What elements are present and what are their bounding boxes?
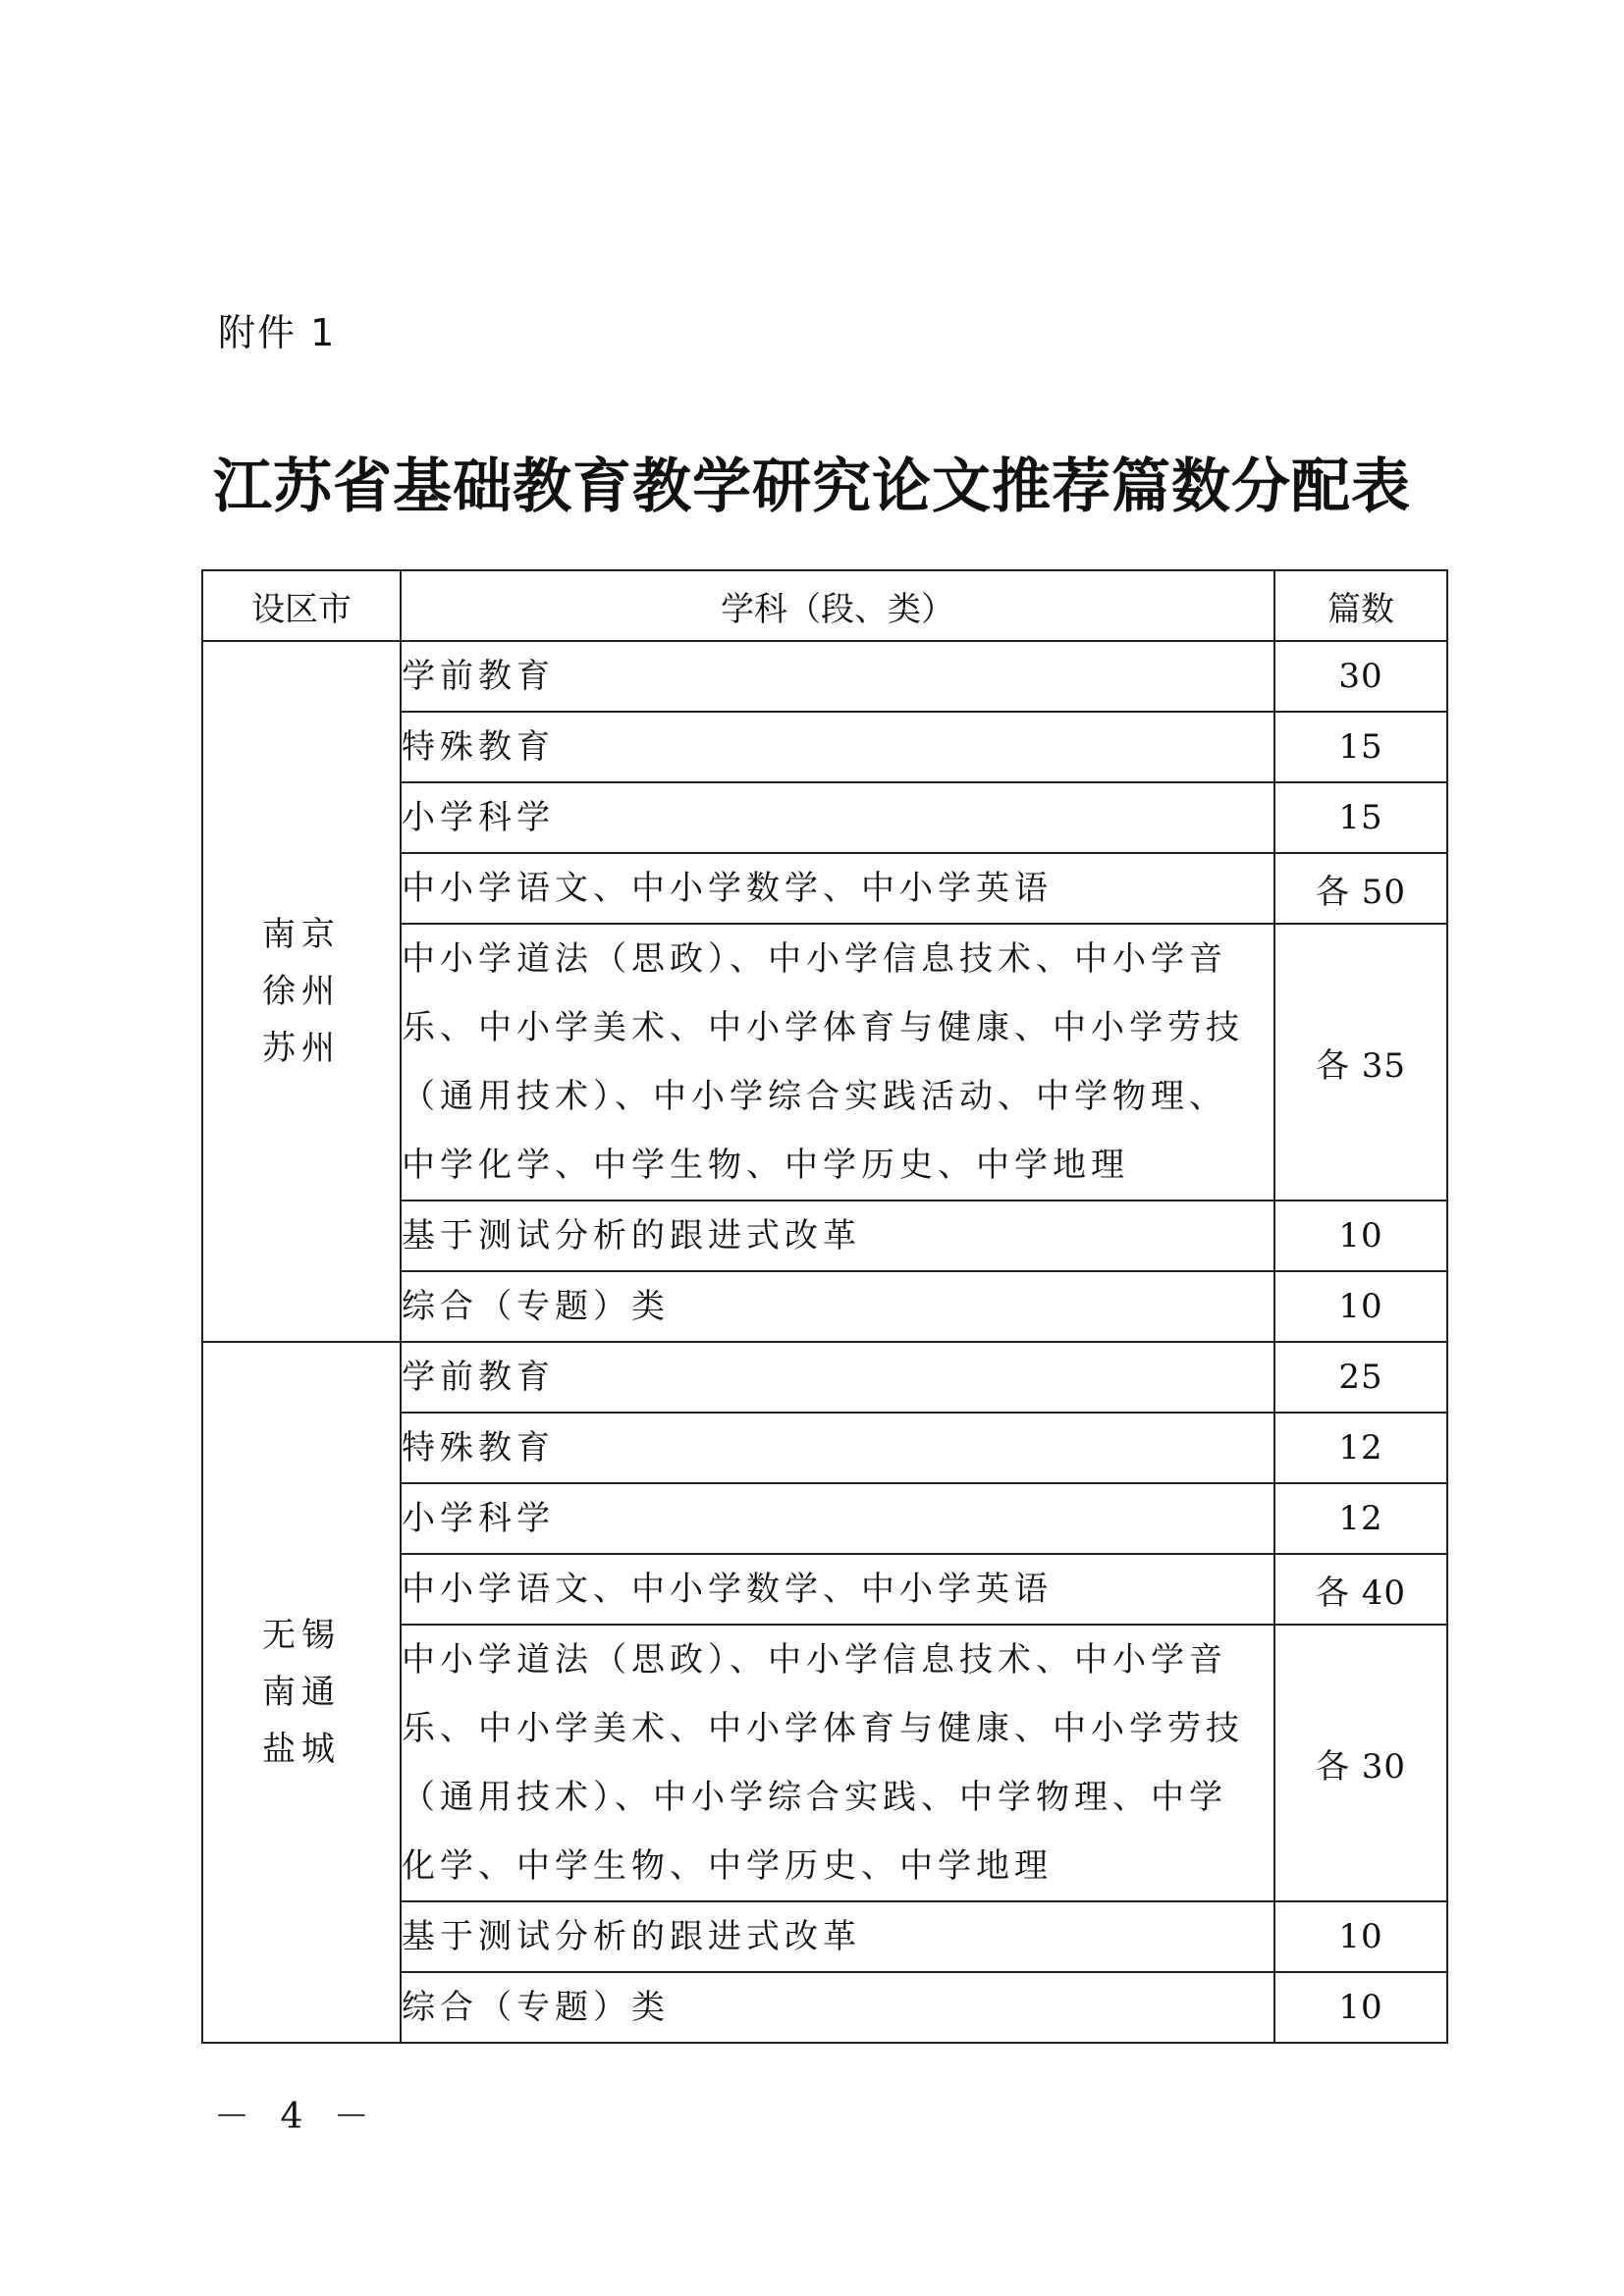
- header-count: 篇数: [1274, 570, 1447, 641]
- subject-cell: 特殊教育: [401, 1413, 1274, 1483]
- region-name: 盐城: [262, 1730, 341, 1769]
- header-subject: 学科（段、类）: [401, 570, 1274, 641]
- region-name: 无锡: [262, 1616, 341, 1655]
- count-cell: 各 30: [1274, 1625, 1447, 1901]
- count-cell: 10: [1274, 1901, 1447, 1972]
- allocation-table: [201, 569, 1448, 2044]
- count-cell: 各 50: [1274, 853, 1447, 924]
- subject-cell: 学前教育: [401, 641, 1274, 712]
- table-body: [202, 641, 1447, 2043]
- subject-cell: 综合（专题）类: [401, 1271, 1274, 1342]
- region-name: 南通: [262, 1673, 341, 1712]
- count-cell: 25: [1274, 1342, 1447, 1413]
- subject-cell: 学前教育: [401, 1342, 1274, 1413]
- count-cell: 10: [1274, 1271, 1447, 1342]
- count-cell: 10: [1274, 1972, 1447, 2043]
- subject-cell: 中小学语文、中小学数学、中小学英语: [401, 853, 1274, 924]
- subject-cell: 小学科学: [401, 1483, 1274, 1554]
- subject-cell: 中小学语文、中小学数学、中小学英语: [401, 1554, 1274, 1625]
- subject-cell: 基于测试分析的跟进式改革: [401, 1201, 1274, 1271]
- count-cell: 30: [1274, 641, 1447, 712]
- count-cell: 12: [1274, 1413, 1447, 1483]
- document-title: 江苏省基础教育教学研究论文推荐篇数分配表: [213, 453, 1411, 521]
- subject-cell: 综合（专题）类: [401, 1972, 1274, 2043]
- subject-cell: 特殊教育: [401, 712, 1274, 782]
- region-cell: [202, 641, 401, 1342]
- region-cell: [202, 1342, 401, 2043]
- count-cell: 15: [1274, 712, 1447, 782]
- subject-cell: 小学科学: [401, 782, 1274, 853]
- subject-cell: 中小学道法（思政）、中小学信息技术、中小学音乐、中小学美术、中小学体育与健康、中小学劳技（通用技术）、中小学综合实践、中学物理、中学化学、中学生物、中学历史、中学地理: [401, 1625, 1274, 1901]
- count-cell: 各 35: [1274, 924, 1447, 1201]
- page-number: － 4 －: [214, 2097, 379, 2137]
- count-cell: 12: [1274, 1483, 1447, 1554]
- table-row: [202, 641, 1447, 712]
- count-cell: 15: [1274, 782, 1447, 853]
- header-region: 设区市: [202, 570, 401, 641]
- count-cell: 10: [1274, 1201, 1447, 1271]
- region-name: 南京: [262, 915, 341, 954]
- count-cell: 各 40: [1274, 1554, 1447, 1625]
- subject-cell: 基于测试分析的跟进式改革: [401, 1901, 1274, 1972]
- attachment-label: 附件 1: [218, 311, 337, 354]
- subject-cell: 中小学道法（思政）、中小学信息技术、中小学音乐、中小学美术、中小学体育与健康、中小学劳技（通用技术）、中小学综合实践活动、中学物理、中学化学、中学生物、中学历史、中学地理: [401, 924, 1274, 1201]
- region-name: 徐州: [262, 972, 341, 1011]
- table-header-row: [202, 570, 1447, 641]
- region-name: 苏州: [262, 1029, 341, 1068]
- table-row: [202, 1342, 1447, 1413]
